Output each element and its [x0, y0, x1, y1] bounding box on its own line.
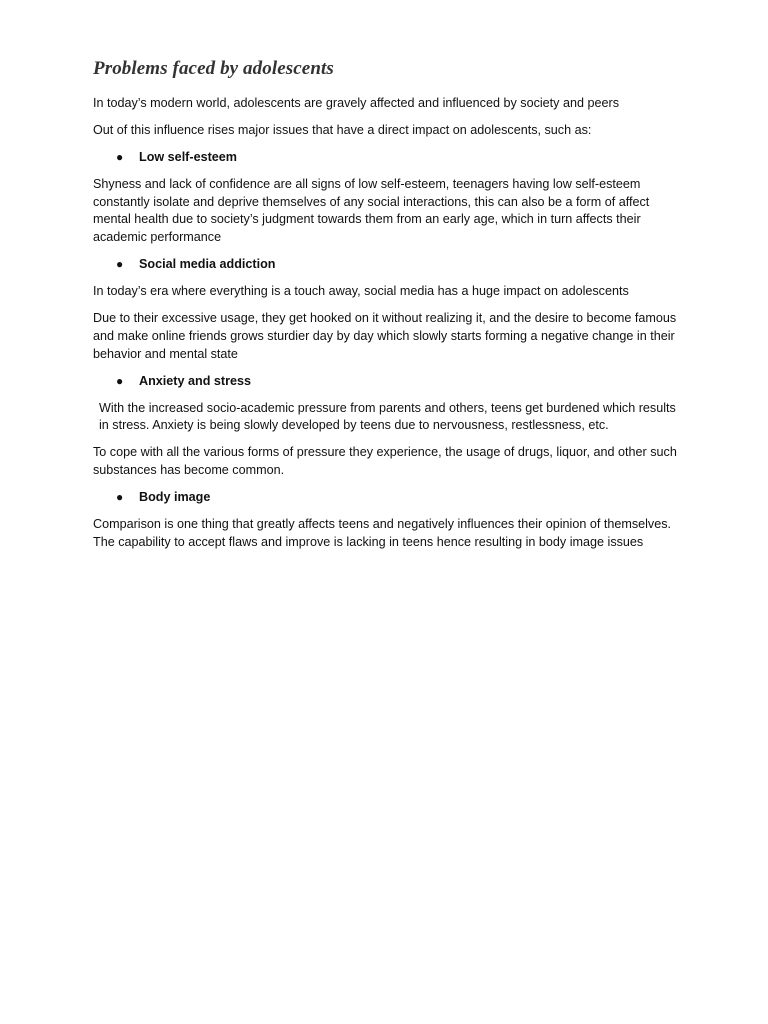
- bullet-dot-icon: ●: [116, 150, 124, 165]
- document-body: [93, 95, 678, 551]
- paragraph: With the increased socio-academic pressure from parents and others, teens get burdened which results in stress. Anxiety is being slowly developed by teens due to nervousness, restlessness, etc.: [99, 400, 676, 433]
- paragraph: In today’s modern world, adolescents are gravely affected and influenced by society and peers: [93, 96, 619, 110]
- bullet-heading: [93, 373, 678, 391]
- paragraph: To cope with all the various forms of pressure they experience, the usage of drugs, liquor, and other such substances has become common.: [93, 445, 677, 477]
- bullet-heading-text: Low self-esteem: [139, 150, 237, 165]
- bullet-heading-text: Body image: [139, 490, 211, 505]
- bullet-heading-text: Anxiety and stress: [139, 373, 251, 388]
- bullet-heading: [93, 489, 678, 507]
- paragraph: In today’s era where everything is a touch away, social media has a huge impact on adolescents: [93, 284, 629, 299]
- bullet-dot-icon: ●: [116, 257, 124, 272]
- bullet-dot-icon: ●: [116, 373, 124, 388]
- document-page: [93, 56, 678, 561]
- paragraph: Out of this influence rises major issues that have a direct impact on adolescents, such as:: [93, 123, 592, 138]
- bullet-heading: [93, 149, 678, 167]
- paragraph: Due to their excessive usage, they get hooked on it without realizing it, and the desire to become famous and make online friends grows sturdier day by day which slowly starts forming a negative change in their behavior and mental state: [93, 311, 677, 361]
- bullet-heading-text: Social media addiction: [139, 257, 276, 272]
- document-title: Problems faced by adolescents: [93, 58, 334, 79]
- bullet-dot-icon: ●: [116, 490, 124, 505]
- bullet-heading: [93, 256, 678, 274]
- paragraph: Shyness and lack of confidence are all signs of low self-esteem, teenagers having low self-esteem constantly isolate and deprive themselves of any social interactions, this can also be a form of affect mental health due to society’s judgment towards them from an early age, which in turn affects their academic performance: [93, 177, 650, 245]
- paragraph: Comparison is one thing that greatly affects teens and negatively influences their opinion of themselves. The capability to accept flaws and improve is lacking in teens hence resulting in body image issues: [93, 517, 672, 549]
